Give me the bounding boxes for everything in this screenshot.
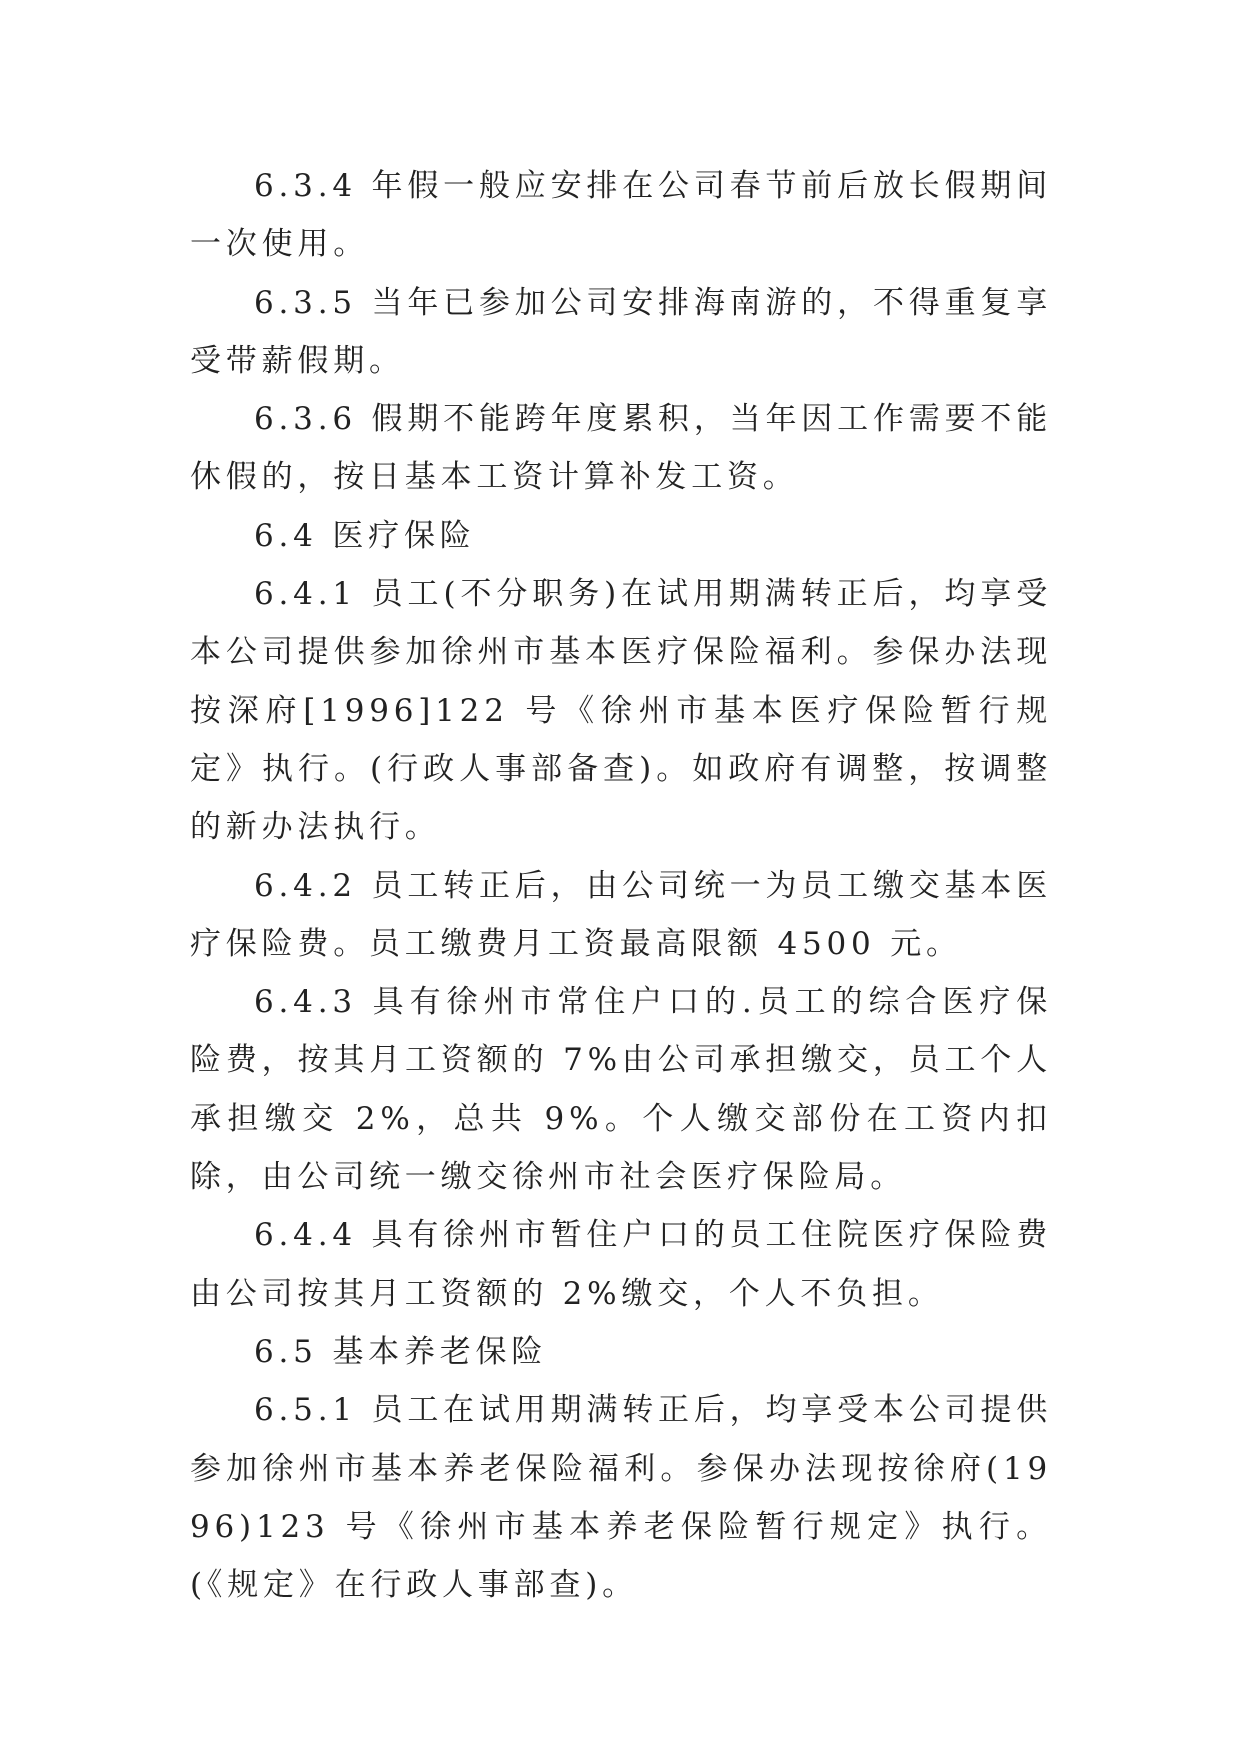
paragraph-6-3-5: 6.3.5 当年已参加公司安排海南游的，不得重复享受带薪假期。 [190, 284, 1052, 379]
paragraph-6-3-6: 6.3.6 假期不能跨年度累积，当年因工作需要不能休假的，按日基本工资计算补发工资。 [190, 401, 1052, 496]
paragraph-6-4-2: 6.4.2 员工转正后，由公司统一为员工缴交基本医疗保险费。员工缴费月工资最高限额 4500 元。 [190, 867, 1052, 962]
paragraph-6-3-4: 6.3.4 年假一般应安排在公司春节前后放长假期间一次使用。 [190, 168, 1052, 263]
document-page [190, 157, 1052, 1614]
section-heading-6-4: 6.4 医疗保险 [254, 517, 476, 554]
section-heading-6-5: 6.5 基本养老保险 [254, 1333, 548, 1370]
paragraph-6-5-1: 6.5.1 员工在试用期满转正后，均享受本公司提供参加徐州市基本养老保险福利。参保办法现按徐府(1996)123 号《徐州市基本养老保险暂行规定》执行。(《规定》在行政人事部查)。 [190, 1392, 1052, 1604]
paragraph-6-4-3: 6.4.3 具有徐州市常住户口的.员工的综合医疗保险费，按其月工资额的 7%由公司承担缴交，员工个人承担缴交 2%，总共 9%。个人缴交部份在工资内扣除，由公司统一缴交徐州市社会医疗保险局。 [190, 984, 1052, 1196]
paragraph-6-4-1: 6.4.1 员工(不分职务)在试用期满转正后，均享受本公司提供参加徐州市基本医疗保险福利。参保办法现按深府[1996]122 号《徐州市基本医疗保险暂行规定》执行。(行政人事部备查)。如政府有调整，按调整的新办法执行。 [190, 576, 1052, 846]
paragraph-6-4-4: 6.4.4 具有徐州市暂住户口的员工住院医疗保险费由公司按其月工资额的 2%缴交，个人不负担。 [190, 1217, 1052, 1312]
